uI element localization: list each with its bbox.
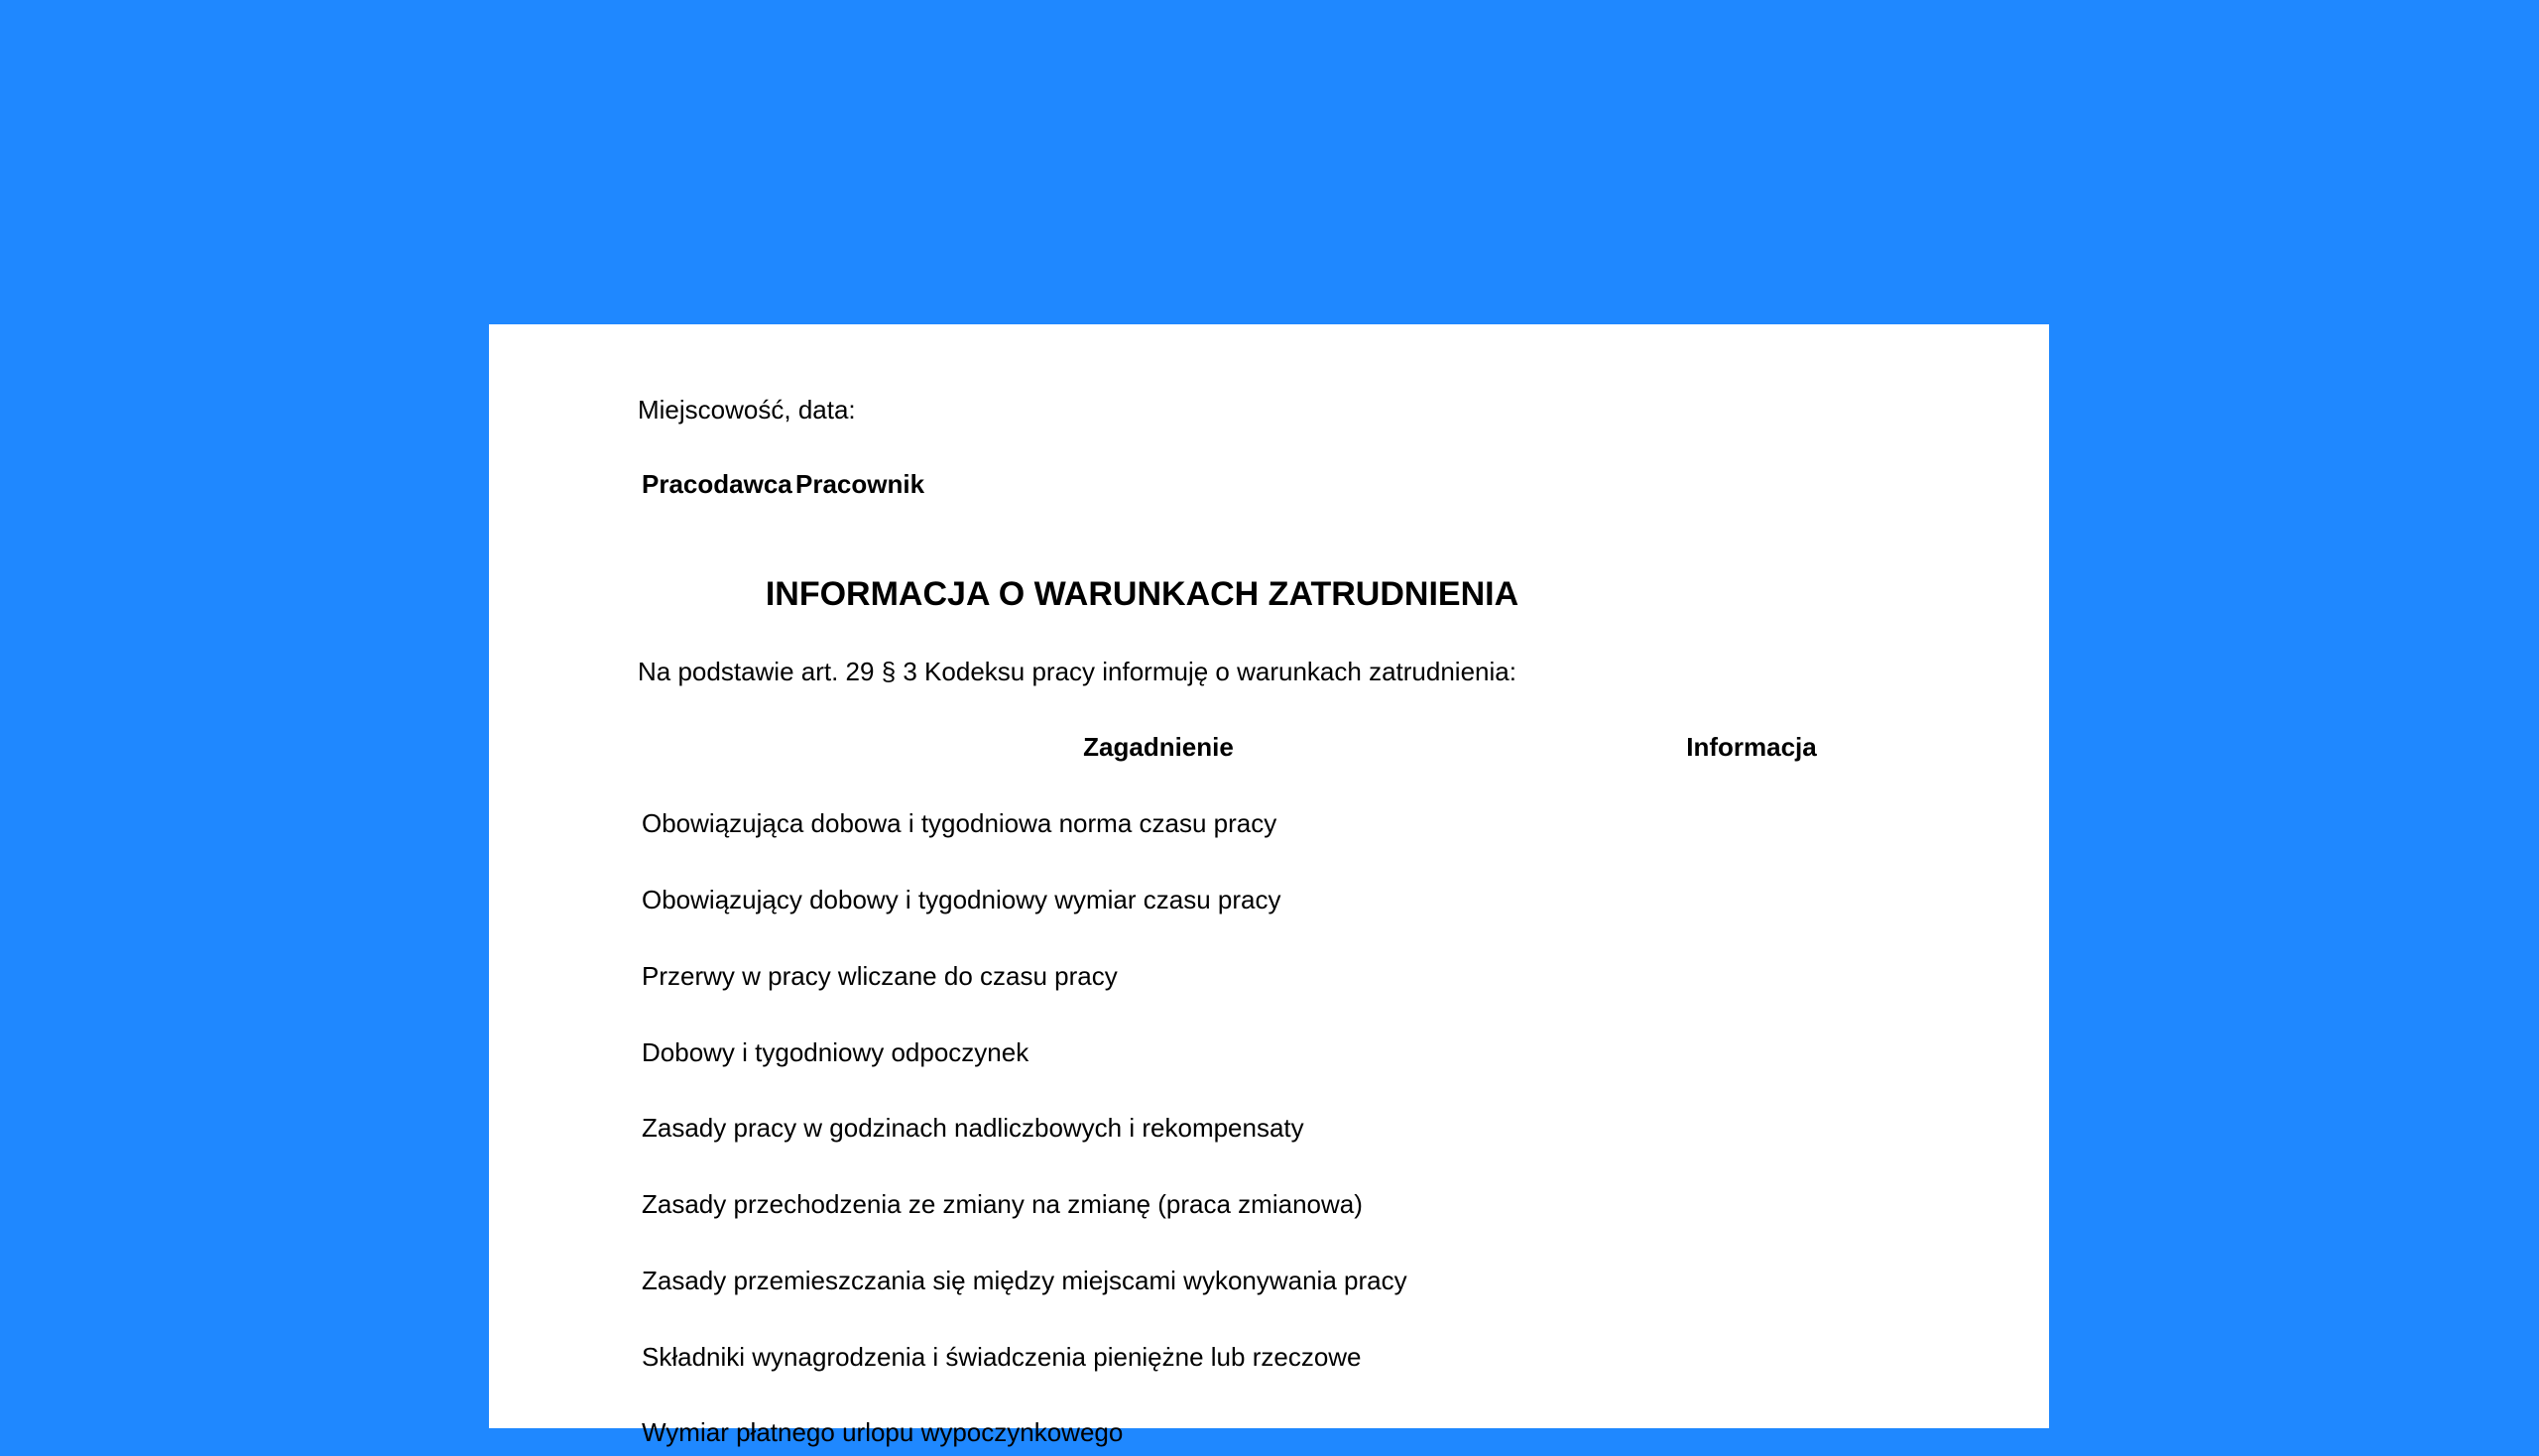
table-row — [642, 1416, 2030, 1456]
table-cell-topic: Przerwy w pracy wliczane do czasu pracy — [642, 961, 1118, 991]
table-row — [642, 1265, 2030, 1304]
table-row — [642, 1341, 2030, 1381]
table-cell-topic: Obowiązująca dobowa i tygodniowa norma czasu pracy — [642, 808, 1277, 838]
table-row — [642, 960, 2030, 1000]
place-date-label: Miejscowość, data: — [638, 395, 856, 425]
employee-label: Pracownik — [795, 469, 925, 499]
table-row — [642, 807, 2030, 847]
intro-paragraph: Na podstawie art. 29 § 3 Kodeksu pracy informuję o warunkach zatrudnienia: — [638, 657, 1516, 686]
table-row — [642, 1112, 2030, 1152]
document-title: INFORMACJA O WARUNKACH ZATRUDNIENIA — [765, 575, 1519, 613]
table-cell-topic: Zasady przechodzenia ze zmiany na zmianę (praca zmianowa) — [642, 1189, 1363, 1219]
table-cell-topic: Wymiar płatnego urlopu wypoczynkowego — [642, 1417, 1124, 1447]
table-header-info: Informacja — [1686, 732, 1817, 762]
table-row — [642, 884, 2030, 923]
document-page — [489, 324, 2049, 1447]
table-row — [642, 1036, 2030, 1076]
table-cell-topic: Dobowy i tygodniowy odpoczynek — [642, 1037, 1029, 1067]
table-cell-topic: Zasady pracy w godzinach nadliczbowych i rekompensaty — [642, 1113, 1304, 1143]
table-cell-topic: Składniki wynagrodzenia i świadczenia pieniężne lub rzeczowe — [642, 1342, 1362, 1372]
table-cell-topic: Obowiązujący dobowy i tygodniowy wymiar czasu pracy — [642, 885, 1281, 914]
employer-label: Pracodawca — [642, 469, 792, 499]
table-row — [642, 1188, 2030, 1228]
table-cell-topic: Zasady przemieszczania się między miejscami wykonywania pracy — [642, 1266, 1407, 1295]
table-header-topic: Zagadnienie — [1083, 732, 1234, 762]
